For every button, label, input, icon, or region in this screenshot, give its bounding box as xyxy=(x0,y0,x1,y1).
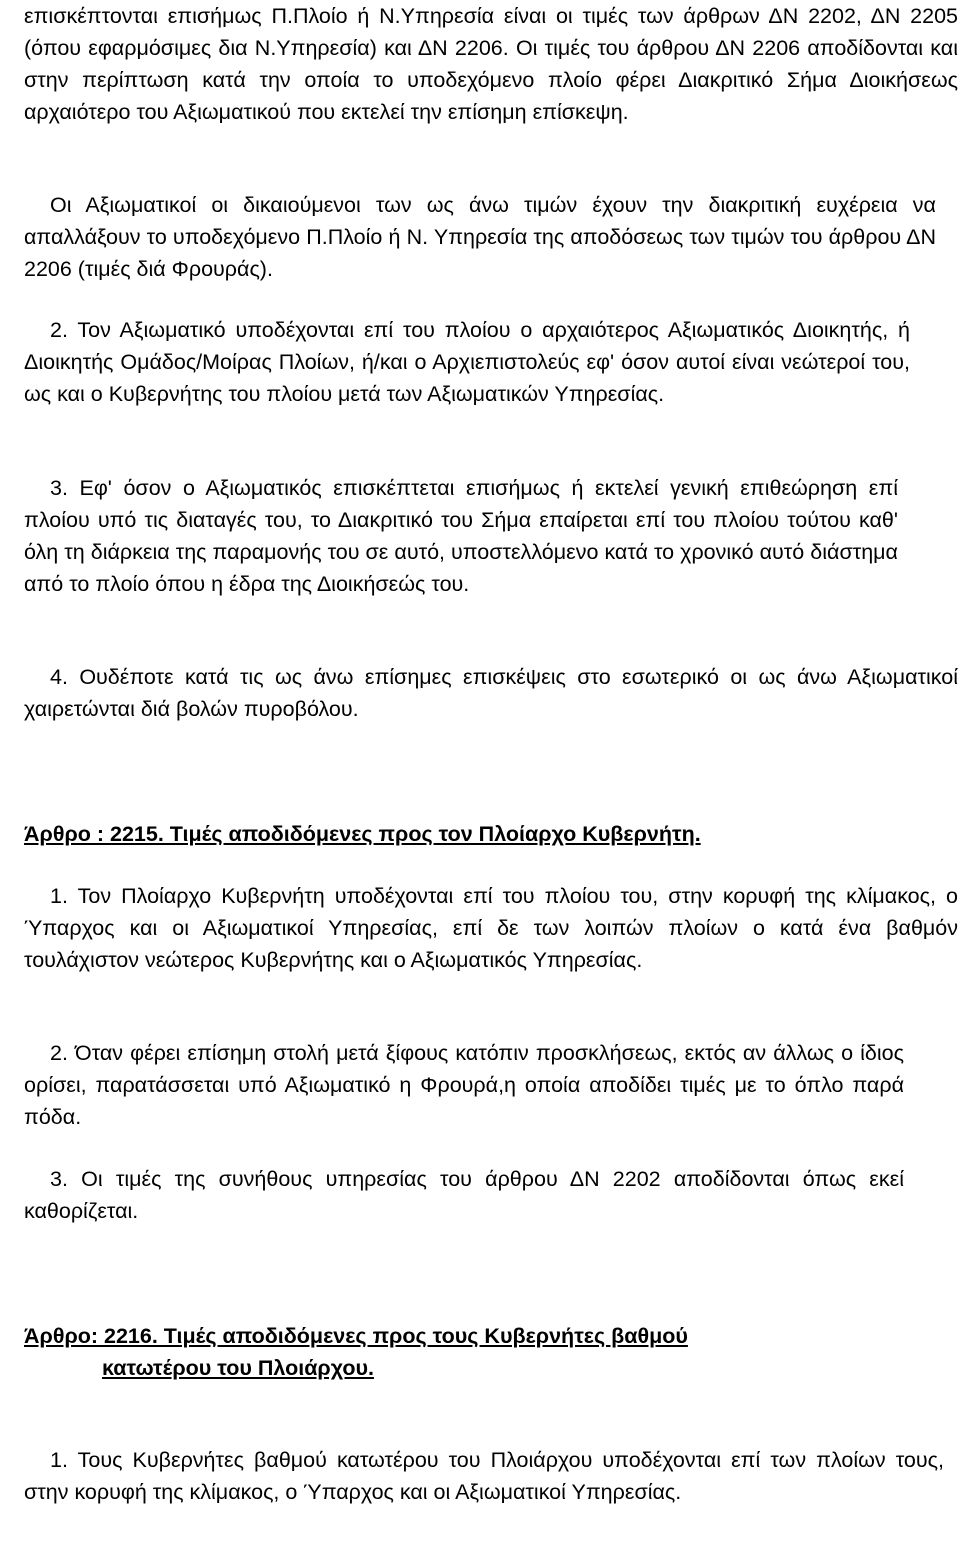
list-item-3: 3. Εφ' όσον ο Αξιωματικός επισκέπτεται επισήμως ή εκτελεί γενική επιθεώρηση επί πλοίου υπό τις διαταγές του, το Διακριτικό του Σήμα επαίρεται επί του πλοίου τούτου καθ' όλη τη διάρκεια της παραμονής του σε αυτό, υποστελλόμενο κατά το χρονικό αυτό διάστημα από το πλοίο όπου η έδρα της Διοικήσεώς του. xyxy=(24,476,898,596)
article-2215-heading: Άρθρο : 2215. Τιμές αποδιδόμενες προς τον Πλοίαρχο Κυβερνήτη. xyxy=(24,822,701,846)
article-2216-heading: Άρθρο: 2216. Τιμές αποδιδόμενες προς τους Κυβερνήτες βαθμού xyxy=(24,1324,688,1348)
article-2216-item-1: 1. Τους Κυβερνήτες βαθμού κατωτέρου του Πλοιάρχου υποδέχονται επί των πλοίων τους, στην κορυφή της κλίμακος, ο Ύπαρχος και οι Αξιωματικοί Υπηρεσίας. xyxy=(24,1448,944,1504)
article-2215-item-3: 3. Οι τιμές της συνήθους υπηρεσίας του άρθρου ΔΝ 2202 αποδίδονται όπως εκεί καθορίζεται. xyxy=(24,1167,904,1223)
intro-paragraph: επισκέπτονται επισήμως Π.Πλοίο ή Ν.Υπηρεσία είναι οι τιμές των άρθρων ΔΝ 2202, ΔΝ 2205 (όπου εφαρμόσιμες δια Ν.Υπηρεσία) και ΔΝ 2206. Οι τιμές του άρθρου ΔΝ 2206 αποδίδονται και στην περίπτωση κατά την οποία το υποδεχόμενο πλοίο φέρει Διακριτικό Σήμα Διοικήσεως αρχαιότερο του Αξιωματικού που εκτελεί την επίσημη επίσκεψη. xyxy=(24,4,958,124)
article-2216-heading-continued: κατωτέρου του Πλοιάρχου. xyxy=(102,1356,374,1380)
exemption-paragraph: Οι Αξιωματικοί οι δικαιούμενοι των ως άνω τιμών έχουν την διακριτική ευχέρεια να απαλλάξουν το υποδεχόμενο Π.Πλοίο ή Ν. Υπηρεσία της αποδόσεως των τιμών του άρθρου ΔΝ 2206 (τιμές διά Φρουράς). xyxy=(24,193,936,281)
list-item-2: 2. Τον Αξιωματικό υποδέχονται επί του πλοίου ο αρχαιότερος Αξιωματικός Διοικητής, ή Διοικητής Ομάδος/Μοίρας Πλοίων, ή/και ο Αρχιεπιστολεύς εφ' όσον αυτοί είναι νεώτεροί του, ως και ο Κυβερνήτης του πλοίου μετά των Αξιωματικών Υπηρεσίας. xyxy=(24,318,910,406)
article-2215-item-2: 2. Όταν φέρει επίσημη στολή μετά ξίφους κατόπιν προσκλήσεως, εκτός αν άλλως ο ίδιος ορίσει, παρατάσσεται υπό Αξιωματικό η Φρουρά,η οποία αποδίδει τιμές με το όπλο παρά πόδα. xyxy=(24,1041,904,1129)
list-item-4: 4. Ουδέποτε κατά τις ως άνω επίσημες επισκέψεις στο εσωτερικό οι ως άνω Αξιωματικοί χαιρετώνται διά βολών πυροβόλου. xyxy=(24,665,958,721)
article-2215-item-1: 1. Τον Πλοίαρχο Κυβερνήτη υποδέχονται επί του πλοίου του, στην κορυφή της κλίμακος, ο Ύπαρχος και οι Αξιωματικοί Υπηρεσίας, επί δε των λοιπών πλοίων ο κατά ένα βαθμόν τουλάχιστον νεώτερος Κυβερνήτης και ο Αξιωματικός Υπηρεσίας. xyxy=(24,884,958,972)
